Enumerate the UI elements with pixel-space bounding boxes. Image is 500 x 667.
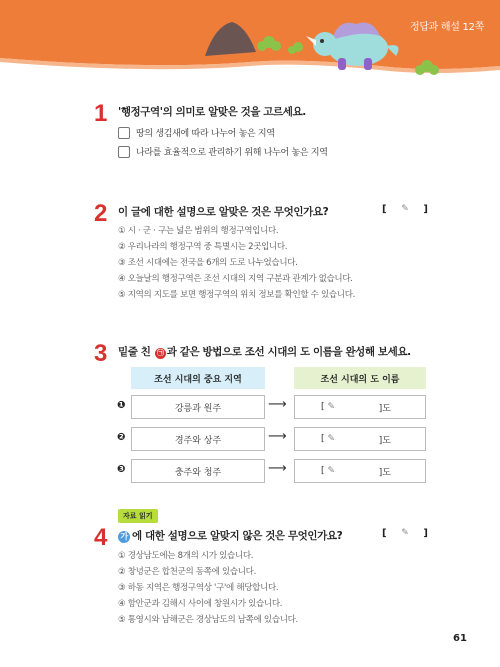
header-band — [0, 0, 500, 90]
province-answer-cell[interactable] — [294, 459, 426, 483]
text-after: 과 같은 방법으로 조선 시대의 도 이름을 완성해 보세요. — [166, 346, 411, 358]
bracket-open: [ — [382, 528, 387, 539]
text-before: 밑줄 친 — [118, 346, 151, 358]
question-1-number: 1 — [94, 100, 108, 127]
row-marker: ❶ — [117, 400, 126, 411]
question-4-text — [118, 528, 342, 543]
province-answer-cell[interactable] — [294, 395, 426, 419]
marker-circle: ㉠ — [155, 348, 166, 359]
choice-item[interactable]: ④ 오늘날의 행정구역은 조선 시대의 지역 구분과 관계가 없습니다. — [118, 274, 353, 284]
choice-item[interactable]: ② 우리나라의 행정구역 중 특별시는 2곳입니다. — [118, 242, 288, 252]
question-1-option-1[interactable] — [118, 126, 275, 139]
question-2-number: 2 — [94, 200, 108, 227]
choice-item[interactable]: ③ 하동 지역은 행정구역상 '구'에 해당합니다. — [118, 583, 279, 593]
arrow-icon: ⟶ — [268, 461, 287, 476]
pencil-icon: ✎ — [327, 434, 336, 444]
checkbox[interactable] — [118, 146, 130, 158]
answer-bracket[interactable] — [382, 204, 428, 215]
bracket-open: [ ✎ — [321, 466, 336, 476]
choice-item[interactable]: ① 경상남도에는 8개의 시가 있습니다. — [118, 551, 254, 561]
answer-bracket[interactable] — [382, 528, 428, 539]
question-1-text: '행정구역'의 의미로 알맞은 것을 고르세요. — [118, 106, 306, 118]
choice-item[interactable]: ① 시 · 군 · 구는 넓은 범위의 행정구역입니다. — [118, 226, 279, 236]
checkbox[interactable] — [118, 127, 130, 139]
pencil-icon: ✎ — [327, 402, 336, 412]
pencil-icon: ✎ — [327, 466, 336, 476]
province-suffix: ]도 — [378, 467, 391, 478]
bracket-close: ] — [423, 204, 428, 215]
header-illustration — [0, 0, 500, 90]
question-3-text — [118, 344, 411, 359]
province-answer-cell[interactable] — [294, 427, 426, 451]
region-cell: 경주와 상주 — [131, 427, 265, 451]
bracket-close: ] — [423, 528, 428, 539]
choice-item[interactable]: ④ 함안군과 김해시 사이에 창원시가 있습니다. — [118, 599, 283, 609]
choice-item[interactable]: ③ 조선 시대에는 전국을 6개의 도로 나누었습니다. — [118, 258, 298, 268]
choice-item[interactable]: ⑤ 지역의 지도를 보면 행정구역의 위치 정보를 확인할 수 있습니다. — [118, 290, 356, 300]
column-header-provinces: 조선 시대의 도 이름 — [294, 367, 426, 389]
region-cell: 충주와 청주 — [131, 459, 265, 483]
pencil-icon: ✎ — [401, 204, 409, 214]
arrow-icon: ⟶ — [268, 397, 287, 412]
question-3-number: 3 — [94, 340, 108, 367]
question-1-option-2[interactable] — [118, 145, 328, 158]
choice-item[interactable]: ⑤ 통영시와 남해군은 경상남도의 남쪽에 있습니다. — [118, 615, 298, 625]
choice-item[interactable]: ② 창녕군은 합천군의 동쪽에 있습니다. — [118, 567, 256, 577]
region-cell: 강릉과 원주 — [131, 395, 265, 419]
province-suffix: ]도 — [378, 435, 391, 446]
row-marker: ❷ — [117, 432, 126, 443]
question-2-text: 이 글에 대한 설명으로 알맞은 것은 무엇인가요? — [118, 206, 329, 218]
column-header-regions: 조선 시대의 중요 지역 — [131, 367, 265, 389]
page-number: 61 — [453, 633, 467, 644]
pencil-icon: ✎ — [401, 528, 409, 538]
option-label: 땅의 생김새에 따라 나누어 놓은 지역 — [136, 129, 275, 139]
bracket-open: [ — [382, 204, 387, 215]
row-marker: ❸ — [117, 464, 126, 475]
ga-marker: 가 — [118, 531, 130, 543]
data-reading-tag: 자료 읽기 — [118, 509, 158, 523]
answer-reference: 정답과 해설 12쪽 — [409, 22, 484, 33]
province-suffix: ]도 — [378, 403, 391, 414]
option-label: 나라를 효율적으로 관리하기 위해 나누어 놓은 지역 — [136, 148, 328, 158]
bracket-open: [ ✎ — [321, 402, 336, 412]
question-4-body: 에 대한 설명으로 알맞지 않은 것은 무엇인가요? — [132, 530, 343, 542]
arrow-icon: ⟶ — [268, 429, 287, 444]
question-4-number: 4 — [94, 524, 108, 551]
bracket-open: [ ✎ — [321, 434, 336, 444]
